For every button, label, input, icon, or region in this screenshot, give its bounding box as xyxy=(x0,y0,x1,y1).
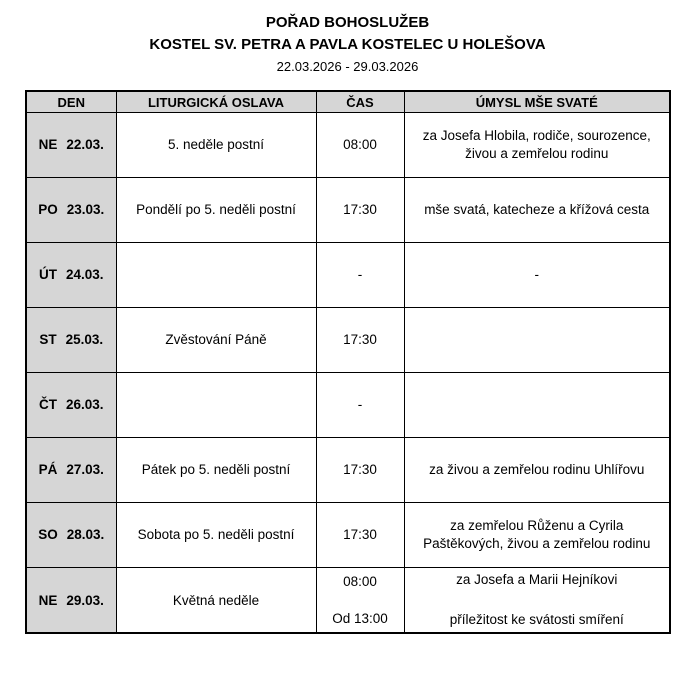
day-date: 27.03. xyxy=(66,462,104,478)
celebration-cell: Zvěstování Páně xyxy=(116,307,316,372)
day-cell xyxy=(26,372,116,437)
date-range: 22.03.2026 - 29.03.2026 xyxy=(276,58,419,74)
column-header-day: DEN xyxy=(26,91,116,112)
day-date: 23.03. xyxy=(66,202,105,218)
day-wrap xyxy=(33,527,110,542)
intention-cell xyxy=(404,437,670,502)
table-row xyxy=(26,112,670,177)
day-abbreviation: SO xyxy=(38,527,58,543)
celebration-cell: 5. neděle postní xyxy=(116,112,316,177)
column-header-celebration: LITURGICKÁ OSLAVA xyxy=(116,91,316,112)
table-row xyxy=(26,307,670,372)
day-date: 29.03. xyxy=(66,592,104,608)
day-date: 26.03. xyxy=(65,397,104,413)
day-cell xyxy=(26,437,116,502)
intention-cell xyxy=(404,372,670,437)
time-value: - xyxy=(357,397,363,413)
time-cell xyxy=(316,372,404,437)
day-abbreviation: ST xyxy=(39,332,57,348)
day-date: 22.03. xyxy=(66,137,104,153)
intention-cell xyxy=(404,242,670,307)
intention-cell xyxy=(404,502,670,567)
day-abbreviation: PO xyxy=(38,202,58,218)
intention-cell xyxy=(404,307,670,372)
day-date: 25.03. xyxy=(65,332,104,348)
day-cell xyxy=(26,177,116,242)
time-value: 17:30 xyxy=(343,332,377,348)
intention-text: za Josefa Hlobila, rodiče, sourozence, živou a zemřelou rodinu xyxy=(422,127,651,161)
celebration-cell: Pátek po 5. neděli postní xyxy=(116,437,316,502)
celebration-cell: Sobota po 5. neděli postní xyxy=(116,502,316,567)
page-title: POŘAD BOHOSLUŽEB xyxy=(265,14,430,31)
intention-text: za Josefa a Marii Hejníkovi xyxy=(456,571,618,587)
table-row xyxy=(26,502,670,567)
day-wrap xyxy=(33,202,110,217)
time-cell xyxy=(316,242,404,307)
schedule-table-body xyxy=(26,112,670,633)
intention-cell xyxy=(404,177,670,242)
time-cell xyxy=(316,177,404,242)
day-date: 24.03. xyxy=(65,267,104,283)
intention-cell xyxy=(404,567,670,633)
day-abbreviation: ÚT xyxy=(38,267,57,283)
time-cell xyxy=(316,567,404,633)
time-value: 17:30 xyxy=(343,202,377,218)
day-abbreviation: NE xyxy=(38,137,58,153)
time-cell xyxy=(316,502,404,567)
time-value: 17:30 xyxy=(343,462,377,478)
table-row xyxy=(26,437,670,502)
day-wrap xyxy=(33,593,110,608)
time-cell xyxy=(316,307,404,372)
day-abbreviation: PÁ xyxy=(38,462,58,478)
day-abbreviation: ČT xyxy=(38,397,57,413)
day-wrap xyxy=(33,397,110,412)
time-value: 08:00 xyxy=(343,574,377,590)
time-value: Od 13:00 xyxy=(332,611,388,627)
day-wrap xyxy=(33,137,110,152)
intention-text: mše svatá, katecheze a křížová cesta xyxy=(424,201,650,217)
day-cell xyxy=(26,567,116,633)
intention-text: příležitost ke svátosti smíření xyxy=(449,612,624,628)
day-wrap xyxy=(33,462,110,477)
church-name: KOSTEL SV. PETRA A PAVLA KOSTELEC U HOLEŠOVA xyxy=(149,35,546,53)
day-abbreviation: NE xyxy=(38,592,58,608)
time-cell xyxy=(316,437,404,502)
table-row xyxy=(26,567,670,633)
schedule-table xyxy=(25,90,671,634)
header-row xyxy=(26,91,670,112)
celebration-cell: Květná neděle xyxy=(116,567,316,633)
time-cell xyxy=(316,112,404,177)
column-header-intention: ÚMYSL MŠE SVATÉ xyxy=(404,91,670,112)
table-row xyxy=(26,242,670,307)
intention-cell xyxy=(404,112,670,177)
column-header-time: ČAS xyxy=(316,91,404,112)
table-row xyxy=(26,372,670,437)
table-row xyxy=(26,177,670,242)
time-value: 17:30 xyxy=(343,527,377,543)
celebration-cell xyxy=(116,372,316,437)
celebration-cell: Pondělí po 5. neděli postní xyxy=(116,177,316,242)
schedule-table-header xyxy=(26,91,670,112)
intention-text: za zemřelou Růženu a Cyrila Paštěkových, živou a zemřelou rodinu xyxy=(423,517,651,551)
day-cell xyxy=(26,242,116,307)
day-cell xyxy=(26,112,116,177)
time-value: - xyxy=(357,267,363,283)
day-cell xyxy=(26,502,116,567)
day-wrap xyxy=(33,332,110,347)
time-value: 08:00 xyxy=(343,137,377,153)
intention-text: - xyxy=(534,266,539,282)
day-date: 28.03. xyxy=(66,527,105,543)
day-wrap xyxy=(33,267,110,282)
celebration-cell xyxy=(116,242,316,307)
document-header xyxy=(0,12,695,76)
intention-text: za živou a zemřelou rodinu Uhlířovu xyxy=(429,461,645,477)
day-cell xyxy=(26,307,116,372)
